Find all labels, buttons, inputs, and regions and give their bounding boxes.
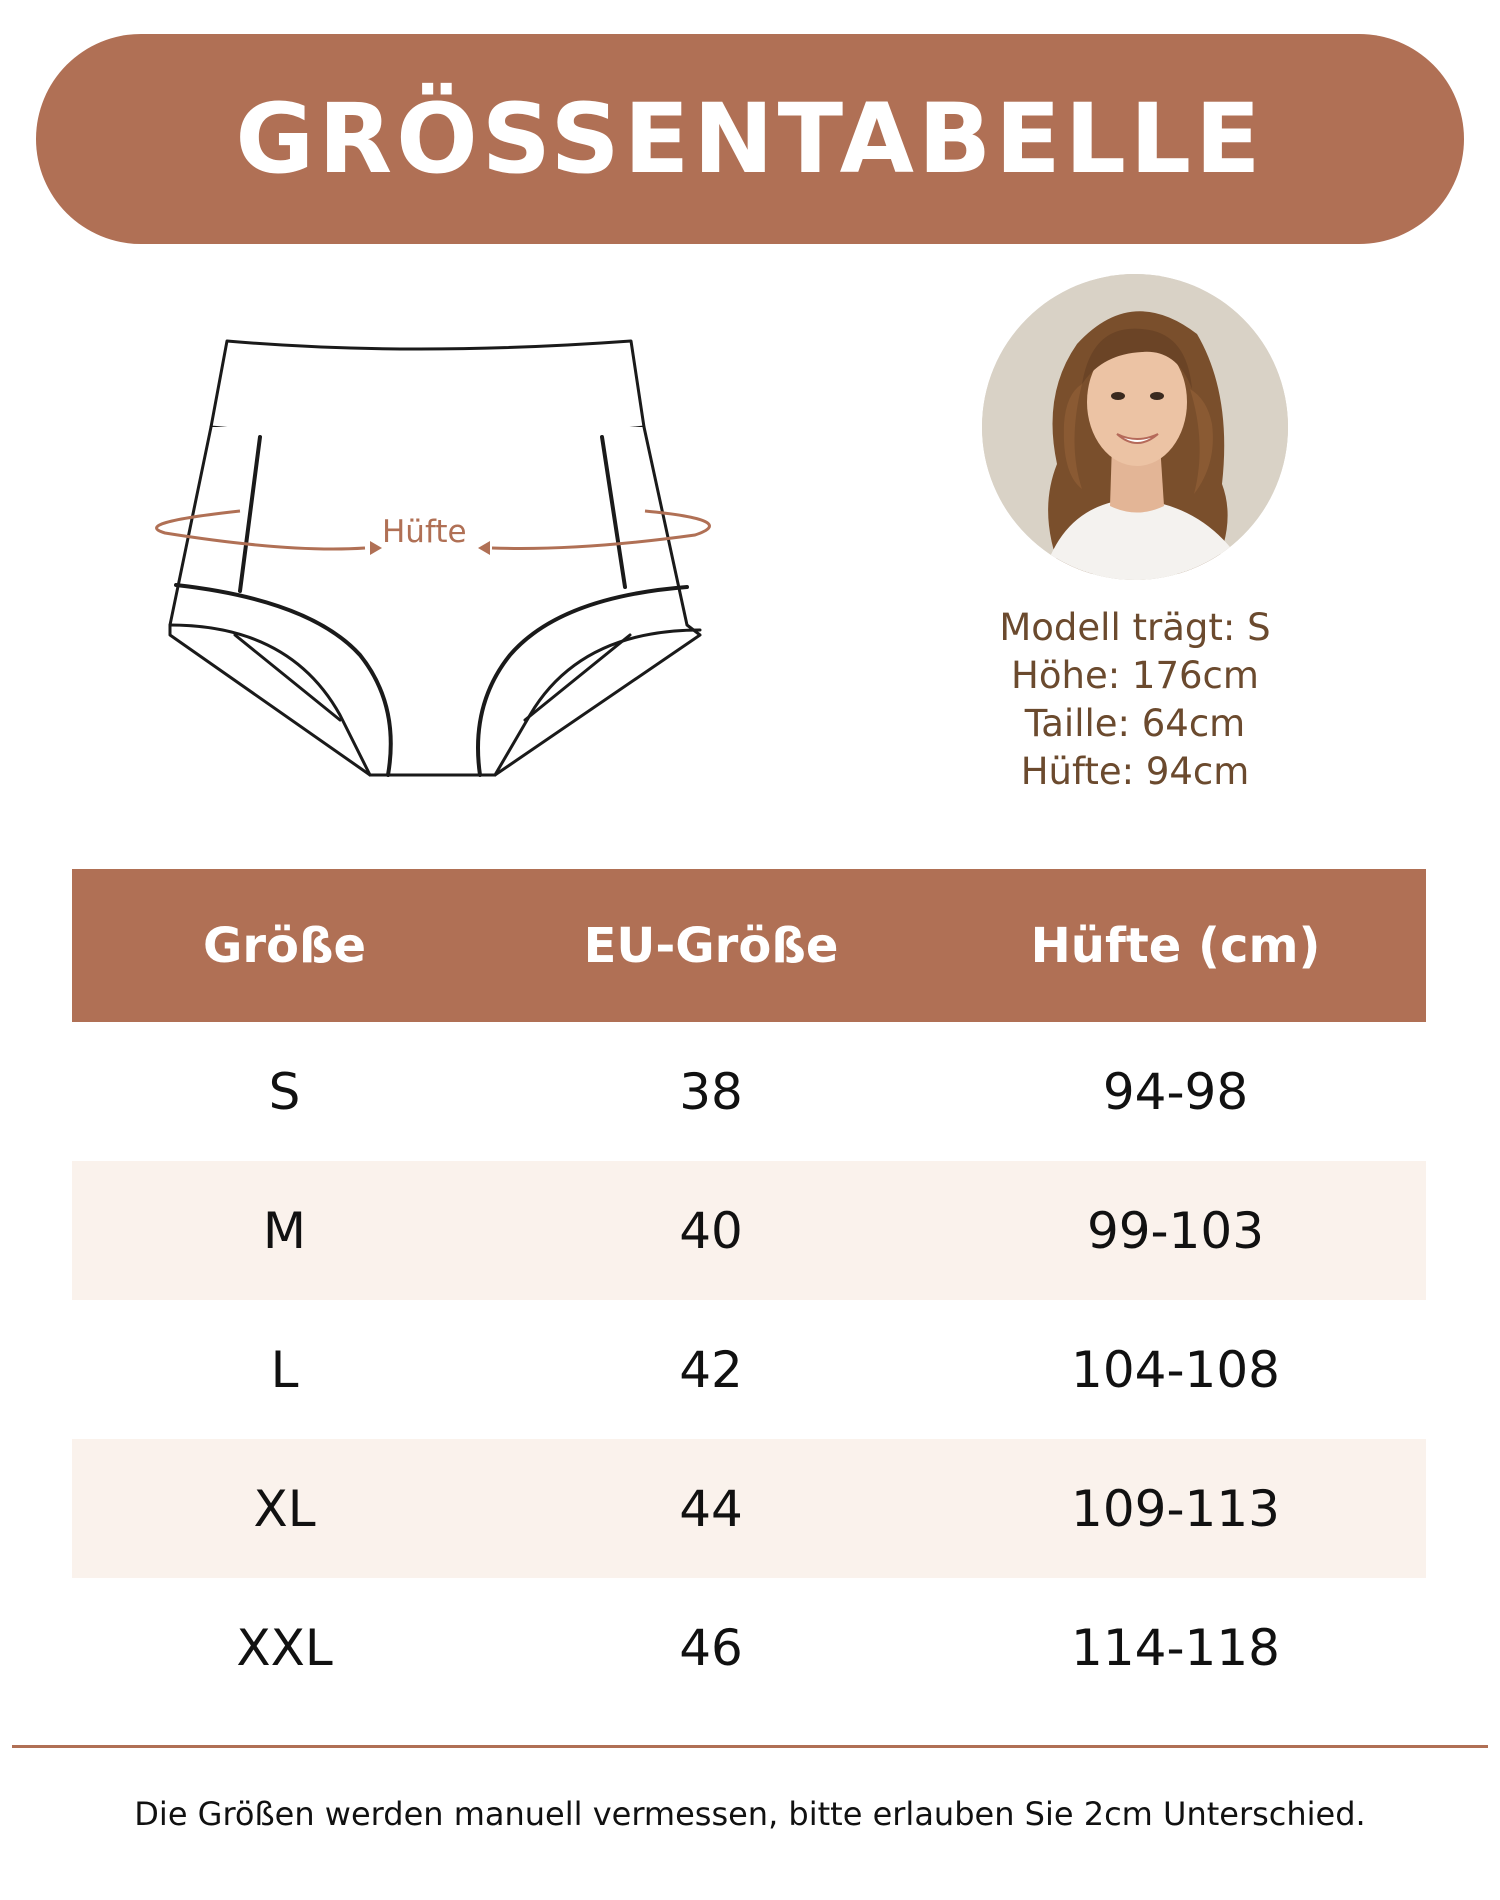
cell-size: L xyxy=(270,1340,299,1399)
cell-hip: 104-108 xyxy=(1071,1340,1280,1399)
model-photo-icon xyxy=(982,274,1288,580)
cell-hip: 94-98 xyxy=(1102,1062,1249,1121)
cell-size: M xyxy=(262,1201,307,1260)
briefs-diagram xyxy=(140,325,720,785)
cell-eu-size: 40 xyxy=(679,1201,743,1260)
header-size: Größe xyxy=(202,917,367,974)
model-size-line: Modell trägt: S xyxy=(999,606,1271,649)
header-eu-size: EU-Größe xyxy=(583,917,839,974)
cell-eu-size: 42 xyxy=(679,1340,743,1399)
cell-eu-size: 46 xyxy=(679,1618,743,1677)
cell-eu-size: 44 xyxy=(679,1479,743,1538)
table-row xyxy=(72,1022,1426,1161)
table-row xyxy=(72,1300,1426,1439)
model-hip-line: Hüfte: 94cm xyxy=(1020,750,1250,793)
header-hip: Hüfte (cm) xyxy=(1030,917,1321,974)
table-row xyxy=(72,1161,1426,1300)
cell-size: S xyxy=(268,1062,301,1121)
title-banner xyxy=(36,34,1464,244)
table-row xyxy=(72,1439,1426,1578)
cell-hip: 109-113 xyxy=(1071,1479,1280,1538)
hip-label: Hüfte xyxy=(382,514,467,550)
cell-size: XXL xyxy=(236,1618,333,1677)
divider xyxy=(12,1745,1488,1748)
model-waist-line: Taille: 64cm xyxy=(1024,702,1246,745)
cell-size: XL xyxy=(253,1479,316,1538)
table-row xyxy=(72,1578,1426,1717)
footnote: Die Größen werden manuell vermessen, bitte erlauben Sie 2cm Unterschied. xyxy=(134,1795,1366,1833)
model-height-line: Höhe: 176cm xyxy=(1011,654,1259,697)
size-table xyxy=(72,869,1426,1717)
model-portrait xyxy=(982,274,1288,580)
cell-hip: 114-118 xyxy=(1071,1618,1280,1677)
cell-hip: 99-103 xyxy=(1086,1201,1265,1260)
page-title: GRÖSSENTABELLE xyxy=(235,83,1265,195)
model-info xyxy=(960,604,1310,796)
table-header xyxy=(72,869,1426,1022)
cell-eu-size: 38 xyxy=(679,1062,743,1121)
